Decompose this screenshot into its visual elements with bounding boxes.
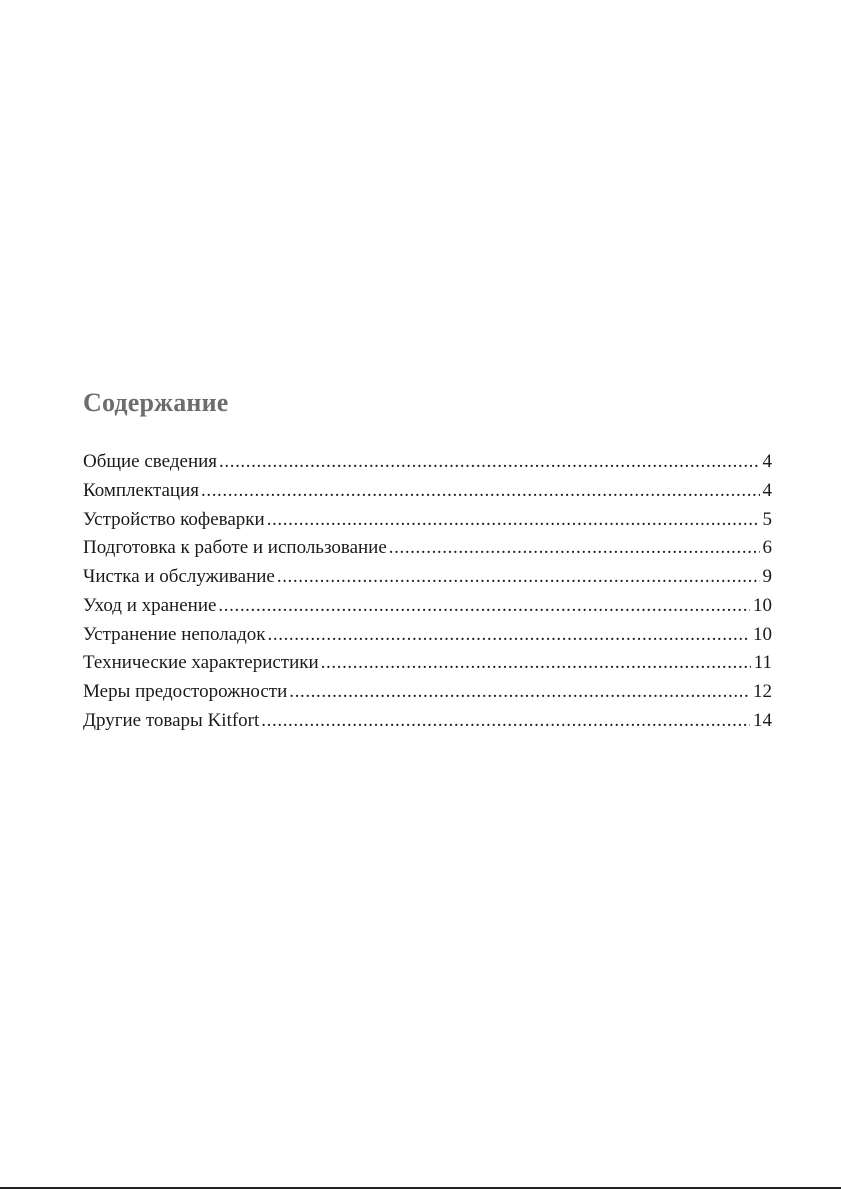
toc-entry[interactable] bbox=[83, 563, 772, 592]
toc-entry[interactable] bbox=[83, 477, 772, 506]
toc-leader-dots bbox=[389, 534, 760, 562]
toc-entry[interactable] bbox=[83, 448, 772, 477]
toc-entry[interactable] bbox=[83, 678, 772, 707]
toc-leader-dots bbox=[268, 621, 750, 649]
toc-entry-page: 11 bbox=[753, 652, 772, 674]
toc-entry[interactable] bbox=[83, 592, 772, 621]
toc-entry-title: Подготовка к работе и использование bbox=[83, 537, 387, 559]
toc-entry-page: 14 bbox=[753, 709, 772, 731]
toc-leader-dots bbox=[289, 678, 750, 706]
toc-entry-title: Меры предосторожности bbox=[83, 681, 288, 702]
toc-leader-dots bbox=[218, 592, 750, 620]
toc-entry-page: 10 bbox=[753, 623, 772, 645]
toc-entry[interactable] bbox=[83, 506, 772, 535]
toc-leader-dots bbox=[219, 448, 759, 476]
toc-entry-title: Устранение неполадок bbox=[83, 623, 266, 645]
toc-leader-dots bbox=[261, 707, 750, 735]
toc-entry-page: 6 bbox=[762, 537, 772, 559]
toc-entry-page: 10 bbox=[753, 594, 772, 616]
toc-entry[interactable] bbox=[83, 649, 772, 678]
toc-leader-dots bbox=[321, 649, 751, 677]
toc-entry-page: 12 bbox=[753, 681, 772, 702]
page-title: Содержание bbox=[83, 388, 229, 417]
toc-entry-title: Уход и хранение bbox=[83, 594, 217, 616]
toc-entry-page: 9 bbox=[762, 566, 772, 587]
toc-entry-page: 5 bbox=[762, 508, 772, 530]
table-of-contents bbox=[83, 448, 772, 736]
toc-entry-page: 4 bbox=[762, 479, 772, 501]
toc-entry[interactable] bbox=[83, 707, 772, 736]
toc-entry-title: Комплектация bbox=[83, 479, 199, 501]
toc-leader-dots bbox=[267, 506, 760, 534]
toc-entry-title: Другие товары Kitfort bbox=[83, 709, 260, 731]
toc-entry-title: Технические характеристики bbox=[83, 652, 319, 674]
toc-leader-dots bbox=[277, 563, 760, 591]
toc-leader-dots bbox=[201, 477, 760, 505]
toc-entry[interactable] bbox=[83, 534, 772, 563]
toc-entry[interactable] bbox=[83, 621, 772, 650]
toc-entry-title: Устройство кофеварки bbox=[83, 508, 265, 530]
toc-entry-title: Общие сведения bbox=[83, 451, 218, 472]
toc-entry-title: Чистка и обслуживание bbox=[83, 566, 275, 587]
toc-entry-page: 4 bbox=[762, 451, 772, 472]
